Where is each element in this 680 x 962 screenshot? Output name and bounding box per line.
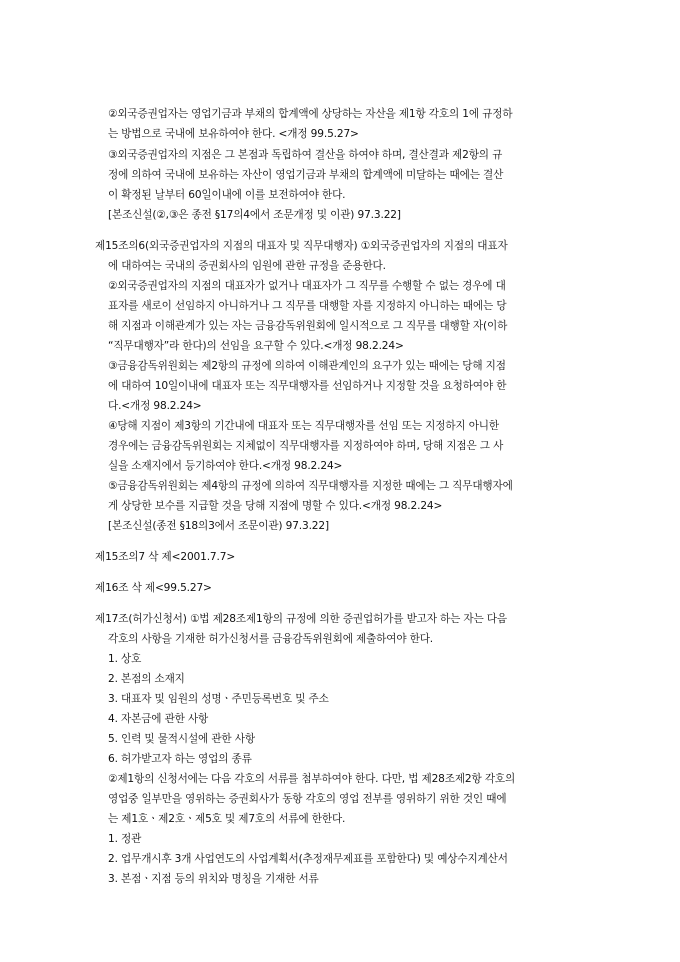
list-item: 5. 인력 및 물적시설에 관한 사항 [108,733,255,745]
paragraph-line: ③외국증권업자의 지점은 그 본점과 독립하여 결산을 하여야 하며, 결산결과 제2항의 규 [108,149,503,161]
paragraph-line: 게 상당한 보수를 지급할 것을 당해 지점에 명할 수 있다.<개정 98.2.24> [108,500,443,512]
paragraph-line: ②제1항의 신청서에는 다음 각호의 서류를 첨부하여야 한다. 다만, 법 제28조제2항 각호의 [108,773,516,785]
paragraph-line: 영업중 일부만을 영위하는 증권회사가 동항 각호의 영업 전부를 영위하기 위한 것인 때에 [108,793,507,805]
list-item: 3. 본점ㆍ지점 등의 위치와 명칭을 기재한 서류 [108,873,319,885]
paragraph-line: “직무대행자”라 한다)의 선임을 요구할 수 있다.<개정 98.2.24> [108,340,404,352]
paragraph-line: ②외국증권업자의 지점의 대표자가 없거나 대표자가 그 직무를 수행할 수 없는 경우에 대 [108,280,506,292]
article-heading: 제15조의6(외국증권업자의 지점의 대표자 및 직무대행자) ①외국증권업자의 지점의 대표자 [95,240,508,252]
note-line: [본조신설(②,③은 종전 §17의4에서 조문개정 및 이관) 97.3.22] [108,209,401,221]
list-item: 4. 자본금에 관한 사항 [108,713,209,725]
paragraph-line: ⑤금융감독위원회는 제4항의 규정에 의하여 직무대행자를 지정한 때에는 그 직무대행자에 [108,480,513,492]
note-line: [본조신설(종전 §18의3에서 조문이관) 97.3.22] [108,520,329,532]
paragraph-line: ②외국증권업자는 영업기금과 부채의 합계액에 상당하는 자산을 제1항 각호의 1에 규정하 [108,108,513,120]
list-item: 2. 업무개시후 3개 사업연도의 사업계획서(추정재무제표를 포함한다) 및 예상수지계산서 [108,853,508,865]
paragraph-line: 실을 소재지에서 등기하여야 한다.<개정 98.2.24> [108,460,343,472]
paragraph-line: 해 지점과 이해관계가 있는 자는 금융감독위원회에 일시적으로 그 직무를 대행할 자(이하 [108,320,508,332]
list-item: 1. 정관 [108,833,142,845]
paragraph-line: ④당해 지점이 제3항의 기간내에 대표자 또는 직무대행자를 선임 또는 지정하지 아니한 [108,420,499,432]
paragraph-line: 는 방법으로 국내에 보유하여야 한다. <개정 99.5.27> [108,128,359,140]
article-heading: 제17조(허가신청서) ①법 제28조제1항의 규정에 의한 증권업허가를 받고자 하는 자는 다음 [95,613,507,625]
list-item: 2. 본점의 소재지 [108,673,185,685]
paragraph-line: 는 제1호ㆍ제2호ㆍ제5호 및 제7호의 서류에 한한다. [108,813,346,825]
list-item: 6. 허가받고자 하는 영업의 종류 [108,753,252,765]
list-item: 3. 대표자 및 임원의 성명ㆍ주민등록번호 및 주소 [108,693,329,705]
paragraph-line: 정에 의하여 국내에 보유하는 자산이 영업기금과 부채의 합계액에 미달하는 때에는 결산 [108,169,504,181]
paragraph-line: 다.<개정 98.2.24> [108,400,202,412]
paragraph-line: 각호의 사항을 기재한 허가신청서를 금융감독위원회에 제출하여야 한다. [108,633,434,645]
paragraph-line: 경우에는 금융감독위원회는 지체없이 직무대행자를 지정하여야 하며, 당해 지점은 그 사 [108,440,504,452]
paragraph-line: 표자를 새로이 선임하지 아니하거나 그 직무를 대행할 자를 지정하지 아니하는 때에는 당 [108,300,507,312]
paragraph-line: 에 대하여 10일이내에 대표자 또는 직무대행자를 선임하거나 지정할 것을 요청하여야 한 [108,380,507,392]
paragraph-line: ③금융감독위원회는 제2항의 규정에 의하여 이해관계인의 요구가 있는 때에는 당해 지점 [108,360,506,372]
list-item: 1. 상호 [108,653,142,665]
article-heading: 제16조 삭 제<99.5.27> [95,582,212,594]
paragraph-line: 에 대하여는 국내의 증권회사의 임원에 관한 규정을 준용한다. [108,260,386,272]
paragraph-line: 이 확정된 날부터 60일이내에 이를 보전하여야 한다. [108,189,346,201]
article-heading: 제15조의7 삭 제<2001.7.7> [95,551,236,563]
